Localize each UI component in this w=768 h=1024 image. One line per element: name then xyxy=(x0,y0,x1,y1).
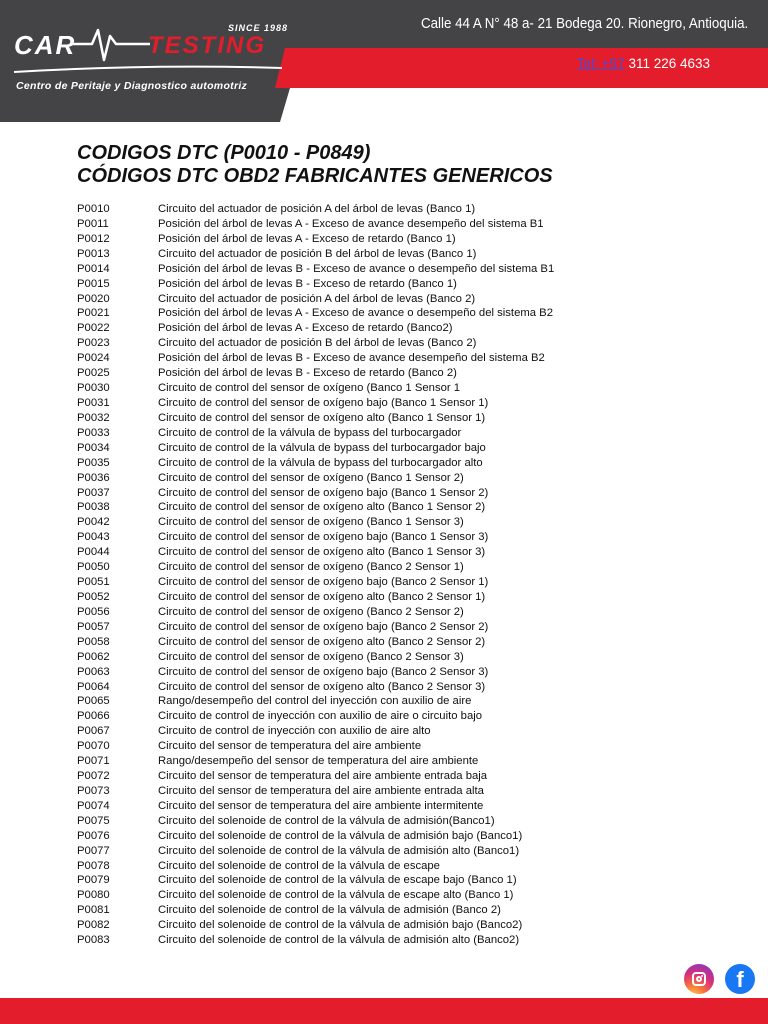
table-row xyxy=(77,217,697,232)
dtc-code: P0052 xyxy=(77,590,110,603)
dtc-code: P0074 xyxy=(77,799,110,812)
table-row xyxy=(77,650,697,665)
dtc-code: P0011 xyxy=(77,217,109,230)
table-row xyxy=(77,903,697,918)
table-row xyxy=(77,859,697,874)
dtc-description: Posición del árbol de levas A - Exceso de avance o desempeño del sistema B2 xyxy=(158,307,553,320)
table-row xyxy=(77,247,697,262)
instagram-icon[interactable] xyxy=(684,964,714,994)
dtc-code: P0070 xyxy=(77,740,110,753)
table-row xyxy=(77,292,697,307)
dtc-code: P0042 xyxy=(77,516,110,529)
table-row xyxy=(77,456,697,471)
footer-bar xyxy=(0,998,768,1024)
dtc-code: P0044 xyxy=(77,546,110,559)
table-row xyxy=(77,530,697,545)
company-address: Calle 44 A N° 48 a- 21 Bodega 20. Rionegro, Antioquia. xyxy=(421,16,749,32)
dtc-description: Circuito del solenoide de control de la válvula de admisión bajo (Banco2) xyxy=(158,919,523,932)
table-row xyxy=(77,426,697,441)
dtc-description: Circuito de control del sensor de oxígeno (Banco 2 Sensor 1) xyxy=(158,561,464,574)
logo-car-text: CAR xyxy=(14,30,77,60)
dtc-description: Circuito del solenoide de control de la válvula de escape alto (Banco 1) xyxy=(158,889,514,902)
table-row xyxy=(77,351,697,366)
dtc-code: P0082 xyxy=(77,919,110,932)
table-row xyxy=(77,336,697,351)
dtc-description: Posición del árbol de levas A - Exceso de retardo (Banco 1) xyxy=(158,232,456,245)
dtc-description: Circuito de control del sensor de oxígeno alto (Banco 1 Sensor 1) xyxy=(158,411,486,424)
table-row xyxy=(77,754,697,769)
dtc-description: Circuito de control del sensor de oxígeno alto (Banco 1 Sensor 3) xyxy=(158,546,486,559)
dtc-description: Circuito de control del sensor de oxígeno bajo (Banco 1 Sensor 2) xyxy=(158,486,489,499)
dtc-code: P0064 xyxy=(77,680,110,693)
table-row xyxy=(77,471,697,486)
dtc-code: P0076 xyxy=(77,829,110,842)
dtc-code: P0079 xyxy=(77,874,110,887)
dtc-description: Circuito del solenoide de control de la válvula de escape xyxy=(158,859,440,872)
dtc-code: P0035 xyxy=(77,456,110,469)
logo-testing-text: TESTING xyxy=(148,32,267,59)
table-row xyxy=(77,709,697,724)
table-row xyxy=(77,232,697,247)
dtc-code: P0025 xyxy=(77,367,110,380)
dtc-description: Circuito del solenoide de control de la válvula de admisión (Banco 2) xyxy=(158,904,501,917)
dtc-code: P0050 xyxy=(77,561,110,574)
dtc-description: Circuito de control del sensor de oxígeno bajo (Banco 1 Sensor 3) xyxy=(158,531,489,544)
dtc-description: Circuito de control del sensor de oxígeno (Banco 2 Sensor 3) xyxy=(158,650,464,663)
table-row xyxy=(77,933,697,948)
dtc-description: Circuito del sensor de temperatura del aire ambiente xyxy=(158,740,422,753)
dtc-code: P0073 xyxy=(77,784,110,797)
dtc-description: Posición del árbol de levas B - Exceso de retardo (Banco 1) xyxy=(158,277,457,290)
dtc-description: Circuito de control de la válvula de bypass del turbocargador xyxy=(158,426,462,439)
table-row xyxy=(77,620,697,635)
page-header xyxy=(0,0,768,122)
dtc-description: Posición del árbol de levas B - Exceso de avance o desempeño del sistema B1 xyxy=(158,262,555,275)
table-row xyxy=(77,724,697,739)
dtc-code: P0014 xyxy=(77,262,110,275)
dtc-code: P0030 xyxy=(77,382,110,395)
logo-graphic xyxy=(0,0,300,122)
table-row xyxy=(77,381,697,396)
car-testing-logo xyxy=(0,0,300,122)
dtc-code: P0056 xyxy=(77,605,110,618)
table-row xyxy=(77,844,697,859)
dtc-code: P0080 xyxy=(77,889,110,902)
dtc-code: P0020 xyxy=(77,292,110,305)
table-row xyxy=(77,694,697,709)
dtc-description: Circuito del solenoide de control de la válvula de escape bajo (Banco 1) xyxy=(158,874,517,887)
table-row xyxy=(77,486,697,501)
dtc-code: P0031 xyxy=(77,396,110,409)
table-row xyxy=(77,321,697,336)
dtc-description: Circuito de control del sensor de oxígeno bajo (Banco 1 Sensor 1) xyxy=(158,396,489,409)
table-row xyxy=(77,635,697,650)
table-row xyxy=(77,545,697,560)
dtc-description: Posición del árbol de levas B - Exceso de retardo (Banco 2) xyxy=(158,367,457,380)
dtc-code: P0043 xyxy=(77,531,110,544)
dtc-code: P0075 xyxy=(77,814,110,827)
table-row xyxy=(77,411,697,426)
table-row xyxy=(77,918,697,933)
table-row xyxy=(77,590,697,605)
dtc-code: P0078 xyxy=(77,859,110,872)
dtc-description: Circuito de control del sensor de oxígeno (Banco 1 Sensor 3) xyxy=(158,516,464,529)
table-row xyxy=(77,605,697,620)
dtc-description: Circuito del sensor de temperatura del aire ambiente entrada baja xyxy=(158,770,488,783)
document-title: CODIGOS DTC (P0010 - P0849) xyxy=(77,142,371,164)
table-row xyxy=(77,396,697,411)
dtc-description: Circuito de control del sensor de oxígeno alto (Banco 2 Sensor 2) xyxy=(158,635,486,648)
dtc-code: P0066 xyxy=(77,710,110,723)
table-row xyxy=(77,784,697,799)
dtc-description: Circuito de control del sensor de oxígeno (Banco 2 Sensor 2) xyxy=(158,605,464,618)
dtc-code: P0037 xyxy=(77,486,110,499)
dtc-description: Circuito de control del sensor de oxígeno (Banco 1 Sensor 1 xyxy=(158,382,461,395)
dtc-code: P0065 xyxy=(77,695,110,708)
heartbeat-line xyxy=(70,30,150,60)
dtc-description: Circuito del sensor de temperatura del aire ambiente entrada alta xyxy=(158,784,484,797)
dtc-code: P0077 xyxy=(77,844,110,857)
dtc-code: P0062 xyxy=(77,650,110,663)
dtc-code: P0072 xyxy=(77,770,110,783)
dtc-description: Circuito del solenoide de control de la válvula de admisión alto (Banco1) xyxy=(158,844,520,857)
dtc-description: Circuito del actuador de posición A del árbol de levas (Banco 2) xyxy=(158,292,476,305)
table-row xyxy=(77,799,697,814)
dtc-code: P0022 xyxy=(77,322,110,335)
dtc-description: Circuito del actuador de posición B del árbol de levas (Banco 1) xyxy=(158,247,477,260)
table-row xyxy=(77,873,697,888)
dtc-code: P0071 xyxy=(77,755,110,768)
dtc-description: Circuito de control del sensor de oxígeno bajo (Banco 2 Sensor 2) xyxy=(158,620,489,633)
dtc-description: Circuito del solenoide de control de la válvula de admisión(Banco1) xyxy=(158,814,495,827)
dtc-code: P0012 xyxy=(77,232,110,245)
dtc-code: P0051 xyxy=(77,576,110,589)
dtc-description: Circuito del actuador de posición B del árbol de levas (Banco 2) xyxy=(158,337,477,350)
table-row xyxy=(77,277,697,292)
company-phone xyxy=(577,56,710,71)
dtc-description: Circuito de control del sensor de oxígeno bajo (Banco 2 Sensor 1) xyxy=(158,576,489,589)
dtc-description: Circuito de control de la válvula de bypass del turbocargador bajo xyxy=(158,441,486,454)
dtc-description: Posición del árbol de levas A - Exceso de retardo (Banco2) xyxy=(158,322,453,335)
dtc-code: P0023 xyxy=(77,337,110,350)
table-row xyxy=(77,500,697,515)
dtc-description: Circuito de control del sensor de oxígeno (Banco 1 Sensor 2) xyxy=(158,471,464,484)
dtc-code: P0034 xyxy=(77,441,110,454)
dtc-description: Posición del árbol de levas A - Exceso de avance desempeño del sistema B1 xyxy=(158,217,544,230)
dtc-code: P0033 xyxy=(77,426,110,439)
dtc-description: Circuito del solenoide de control de la válvula de admisión bajo (Banco1) xyxy=(158,829,523,842)
dtc-description: Circuito de control del sensor de oxígeno alto (Banco 2 Sensor 1) xyxy=(158,590,486,603)
table-row xyxy=(77,888,697,903)
dtc-description: Circuito del actuador de posición A del árbol de levas (Banco 1) xyxy=(158,203,476,215)
logo-since-text: SINCE 1988 xyxy=(228,23,289,33)
table-row xyxy=(77,665,697,680)
facebook-icon[interactable]: f xyxy=(725,964,755,994)
table-row xyxy=(77,814,697,829)
dtc-code-list xyxy=(77,202,697,948)
dtc-description: Posición del árbol de levas B - Exceso de avance desempeño del sistema B2 xyxy=(158,352,545,365)
dtc-code: P0067 xyxy=(77,725,110,738)
dtc-code: P0083 xyxy=(77,934,110,947)
table-row xyxy=(77,560,697,575)
dtc-description: Circuito de control del sensor de oxígeno alto (Banco 2 Sensor 3) xyxy=(158,680,486,693)
phone-link[interactable]: Tel: +57 xyxy=(577,56,625,71)
table-row xyxy=(77,829,697,844)
table-row xyxy=(77,306,697,321)
logo-swoosh xyxy=(14,67,282,72)
dtc-description: Circuito del solenoide de control de la válvula de admisión alto (Banco2) xyxy=(158,934,520,947)
dtc-code: P0015 xyxy=(77,277,110,290)
dtc-description: Rango/desempeño del sensor de temperatura del aire ambiente xyxy=(158,755,479,768)
dtc-description: Circuito de control de inyección con auxilio de aire alto xyxy=(158,725,431,738)
dtc-code: P0032 xyxy=(77,411,110,424)
dtc-code: P0021 xyxy=(77,307,110,320)
table-row xyxy=(77,575,697,590)
phone-number: 311 226 4633 xyxy=(628,56,711,71)
dtc-description: Rango/desempeño del control del inyección con auxilio de aire xyxy=(158,695,472,708)
dtc-code: P0057 xyxy=(77,620,110,633)
table-row xyxy=(77,515,697,530)
dtc-code: P0081 xyxy=(77,904,110,917)
table-row xyxy=(77,262,697,277)
table-row xyxy=(77,366,697,381)
dtc-description: Circuito de control del sensor de oxígeno bajo (Banco 2 Sensor 3) xyxy=(158,665,489,678)
table-row xyxy=(77,680,697,695)
dtc-description: Circuito de control del sensor de oxígeno alto (Banco 1 Sensor 2) xyxy=(158,501,486,514)
dtc-description: Circuito de control de inyección con auxilio de aire o circuito bajo xyxy=(158,710,483,723)
table-row xyxy=(77,441,697,456)
document-subtitle: CÓDIGOS DTC OBD2 FABRICANTES GENERICOS xyxy=(77,165,553,187)
dtc-code: P0036 xyxy=(77,471,110,484)
dtc-code: P0013 xyxy=(77,247,110,260)
table-row xyxy=(77,769,697,784)
dtc-code: P0010 xyxy=(77,203,110,215)
dtc-code: P0063 xyxy=(77,665,110,678)
table-row xyxy=(77,739,697,754)
dtc-description: Circuito del sensor de temperatura del aire ambiente intermitente xyxy=(158,799,484,812)
dtc-code: P0024 xyxy=(77,352,110,365)
table-row xyxy=(77,202,697,217)
dtc-code: P0058 xyxy=(77,635,110,648)
dtc-code: P0038 xyxy=(77,501,110,514)
dtc-description: Circuito de control de la válvula de bypass del turbocargador alto xyxy=(158,456,483,469)
logo-subtitle: Centro de Peritaje y Diagnostico automotriz xyxy=(16,80,248,92)
